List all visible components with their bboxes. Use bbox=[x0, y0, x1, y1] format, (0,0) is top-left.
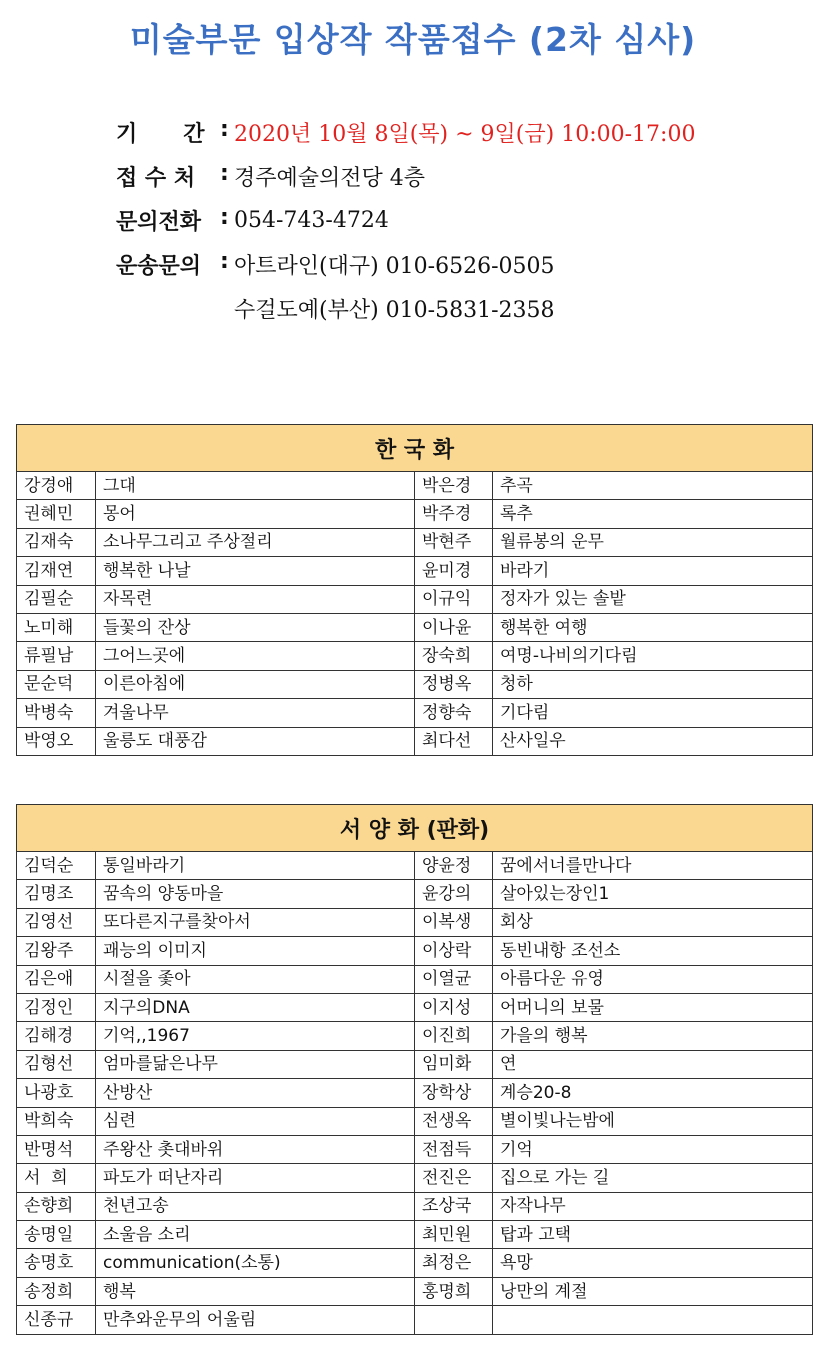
artist-name: 김정인 bbox=[17, 993, 96, 1021]
table-row bbox=[17, 1135, 813, 1163]
artwork-title: 이른아침에 bbox=[96, 670, 415, 698]
artwork-title: 만추와운무의 어울림 bbox=[96, 1306, 415, 1334]
artist-name: 임미화 bbox=[415, 1050, 493, 1078]
table-row bbox=[17, 585, 813, 613]
artist-name: 박희숙 bbox=[17, 1107, 96, 1135]
artist-name: 박주경 bbox=[415, 500, 493, 528]
artist-name: 이복생 bbox=[415, 908, 493, 936]
artist-name: 노미해 bbox=[17, 613, 96, 641]
artist-name: 홍명희 bbox=[415, 1277, 493, 1305]
artist-name: 문순덕 bbox=[17, 670, 96, 698]
table-row bbox=[17, 993, 813, 1021]
artist-name: 나광호 bbox=[17, 1079, 96, 1107]
artist-name: 송명호 bbox=[17, 1249, 96, 1277]
section-title: 서 양 화 (판화) bbox=[17, 805, 813, 852]
artist-name: 이지성 bbox=[415, 993, 493, 1021]
artwork-title: 기억 bbox=[493, 1135, 813, 1163]
korean-painting-table bbox=[16, 424, 813, 756]
artwork-title: 소울음 소리 bbox=[96, 1221, 415, 1249]
artwork-title: 꿈에서너를만나다 bbox=[493, 852, 813, 880]
info-label: 기 간 bbox=[116, 121, 205, 147]
artwork-title: 천년고송 bbox=[96, 1192, 415, 1220]
table-row bbox=[17, 965, 813, 993]
artwork-title: 심련 bbox=[96, 1107, 415, 1135]
artwork-title: 가을의 행복 bbox=[493, 1022, 813, 1050]
artist-name: 이열균 bbox=[415, 965, 493, 993]
artwork-title: 탑과 고택 bbox=[493, 1221, 813, 1249]
artwork-title: 엄마를닮은나무 bbox=[96, 1050, 415, 1078]
artist-name: 김은애 bbox=[17, 965, 96, 993]
artist-name: 전진은 bbox=[415, 1164, 493, 1192]
artist-name: 김재연 bbox=[17, 557, 96, 585]
info-value: 아트라인(대구) 010-6526-0505 bbox=[234, 253, 555, 279]
table-row bbox=[17, 472, 813, 500]
artist-name: 박현주 bbox=[415, 528, 493, 556]
artist-name: 박은경 bbox=[415, 472, 493, 500]
artwork-title: 월류봉의 운무 bbox=[493, 528, 813, 556]
artwork-title: 통일바라기 bbox=[96, 852, 415, 880]
artist-name: 최정은 bbox=[415, 1249, 493, 1277]
info-value: 054-743-4724 bbox=[234, 207, 389, 233]
artwork-title: 추곡 bbox=[493, 472, 813, 500]
table-row bbox=[17, 1221, 813, 1249]
artwork-title: 기다림 bbox=[493, 699, 813, 727]
table-row bbox=[17, 1079, 813, 1107]
info-period bbox=[116, 110, 695, 154]
table-row bbox=[17, 699, 813, 727]
artist-name: 정향숙 bbox=[415, 699, 493, 727]
artwork-title: communication(소통) bbox=[96, 1249, 415, 1277]
artist-name: 김명조 bbox=[17, 880, 96, 908]
artist-name: 박병숙 bbox=[17, 699, 96, 727]
artwork-title: 시절을 좇아 bbox=[96, 965, 415, 993]
artist-name: 서 희 bbox=[17, 1164, 96, 1192]
artwork-title: 산방산 bbox=[96, 1079, 415, 1107]
artwork-title: 또다른지구를찾아서 bbox=[96, 908, 415, 936]
table-row bbox=[17, 1192, 813, 1220]
artist-name: 손향희 bbox=[17, 1192, 96, 1220]
info-sep: : bbox=[220, 160, 229, 186]
artist-name: 강경애 bbox=[17, 472, 96, 500]
info-block bbox=[116, 110, 695, 330]
artist-name: 최다선 bbox=[415, 727, 493, 755]
artwork-title: 여명-나비의기다림 bbox=[493, 642, 813, 670]
artist-name: 장숙희 bbox=[415, 642, 493, 670]
artwork-title: 지구의DNA bbox=[96, 993, 415, 1021]
info-label: 문의전화 bbox=[116, 209, 202, 235]
artwork-title: 들꽃의 잔상 bbox=[96, 613, 415, 641]
table-row bbox=[17, 1164, 813, 1192]
info-place bbox=[116, 154, 695, 198]
artwork-title: 청하 bbox=[493, 670, 813, 698]
artwork-title: 어머니의 보물 bbox=[493, 993, 813, 1021]
artwork-title: 행복한 여행 bbox=[493, 613, 813, 641]
artwork-title: 동빈내항 조선소 bbox=[493, 937, 813, 965]
artwork-title: 행복 bbox=[96, 1277, 415, 1305]
artwork-title: 파도가 떠난자리 bbox=[96, 1164, 415, 1192]
artist-name: 권혜민 bbox=[17, 500, 96, 528]
table-row bbox=[17, 1050, 813, 1078]
artist-name: 박영오 bbox=[17, 727, 96, 755]
table-row bbox=[17, 613, 813, 641]
artwork-title: 꿈속의 양동마을 bbox=[96, 880, 415, 908]
artwork-title: 괘능의 이미지 bbox=[96, 937, 415, 965]
artwork-title: 소나무그리고 주상절리 bbox=[96, 528, 415, 556]
artwork-title: 계승20-8 bbox=[493, 1079, 813, 1107]
artist-name: 조상국 bbox=[415, 1192, 493, 1220]
artist-name: 송명일 bbox=[17, 1221, 96, 1249]
artwork-title: 연 bbox=[493, 1050, 813, 1078]
info-value: 2020년 10월 8일(목) ~ 9일(금) 10:00-17:00 bbox=[234, 121, 696, 147]
artist-name: 신종규 bbox=[17, 1306, 96, 1334]
artist-name: 이상락 bbox=[415, 937, 493, 965]
info-sep: : bbox=[220, 204, 229, 230]
info-phone bbox=[116, 198, 695, 242]
table-row bbox=[17, 1277, 813, 1305]
table-row bbox=[17, 1107, 813, 1135]
artwork-title: 록추 bbox=[493, 500, 813, 528]
artwork-title: 별이빛나는밤에 bbox=[493, 1107, 813, 1135]
artwork-title bbox=[493, 1306, 813, 1334]
table-row bbox=[17, 642, 813, 670]
artist-name: 윤강의 bbox=[415, 880, 493, 908]
artist-name: 김형선 bbox=[17, 1050, 96, 1078]
artist-name: 반명석 bbox=[17, 1135, 96, 1163]
artwork-title: 행복한 나날 bbox=[96, 557, 415, 585]
table-row bbox=[17, 528, 813, 556]
info-sep: : bbox=[220, 116, 229, 142]
artwork-title: 낭만의 계절 bbox=[493, 1277, 813, 1305]
info-value: 경주예술의전당 4층 bbox=[234, 165, 426, 191]
artist-name: 김해경 bbox=[17, 1022, 96, 1050]
artist-name: 양윤정 bbox=[415, 852, 493, 880]
artwork-title: 자목련 bbox=[96, 585, 415, 613]
section-title: 한 국 화 bbox=[17, 425, 813, 472]
info-shipping bbox=[116, 242, 695, 286]
western-painting-table bbox=[16, 804, 813, 1335]
table-row bbox=[17, 1022, 813, 1050]
artwork-title: 아름다운 유영 bbox=[493, 965, 813, 993]
artist-name: 전생옥 bbox=[415, 1107, 493, 1135]
artist-name: 김영선 bbox=[17, 908, 96, 936]
artist-name: 윤미경 bbox=[415, 557, 493, 585]
artwork-title: 집으로 가는 길 bbox=[493, 1164, 813, 1192]
table-row bbox=[17, 500, 813, 528]
table-row bbox=[17, 937, 813, 965]
artist-name: 류필남 bbox=[17, 642, 96, 670]
artwork-title: 살아있는장인1 bbox=[493, 880, 813, 908]
artwork-title: 회상 bbox=[493, 908, 813, 936]
info-sep: : bbox=[220, 248, 229, 274]
artist-name: 김필순 bbox=[17, 585, 96, 613]
artist-name: 김덕순 bbox=[17, 852, 96, 880]
artist-name: 전점득 bbox=[415, 1135, 493, 1163]
artist-name: 이진희 bbox=[415, 1022, 493, 1050]
info-value: 수걸도예(부산) 010-5831-2358 bbox=[234, 297, 555, 323]
artwork-title: 기억,,1967 bbox=[96, 1022, 415, 1050]
artwork-title: 그어느곳에 bbox=[96, 642, 415, 670]
table-row bbox=[17, 670, 813, 698]
table-row bbox=[17, 880, 813, 908]
artwork-title: 겨울나무 bbox=[96, 699, 415, 727]
artwork-title: 정자가 있는 솔밭 bbox=[493, 585, 813, 613]
artist-name: 장학상 bbox=[415, 1079, 493, 1107]
artist-name: 이규익 bbox=[415, 585, 493, 613]
table-row bbox=[17, 908, 813, 936]
artwork-title: 산사일우 bbox=[493, 727, 813, 755]
table-row bbox=[17, 1306, 813, 1334]
artist-name bbox=[415, 1306, 493, 1334]
artwork-title: 울릉도 대풍감 bbox=[96, 727, 415, 755]
table-row bbox=[17, 727, 813, 755]
info-shipping-2 bbox=[116, 286, 695, 330]
artwork-title: 몽어 bbox=[96, 500, 415, 528]
artist-name: 최민원 bbox=[415, 1221, 493, 1249]
table-row bbox=[17, 1249, 813, 1277]
artist-name: 이나윤 bbox=[415, 613, 493, 641]
info-label: 접 수 처 bbox=[116, 165, 196, 191]
info-label: 운송문의 bbox=[116, 253, 202, 279]
artist-name: 송정희 bbox=[17, 1277, 96, 1305]
artist-name: 김재숙 bbox=[17, 528, 96, 556]
table-row bbox=[17, 852, 813, 880]
artwork-title: 주왕산 촛대바위 bbox=[96, 1135, 415, 1163]
artwork-title: 그대 bbox=[96, 472, 415, 500]
artist-name: 김왕주 bbox=[17, 937, 96, 965]
artwork-title: 자작나무 bbox=[493, 1192, 813, 1220]
artwork-title: 욕망 bbox=[493, 1249, 813, 1277]
page-title: 미술부문 입상작 작품접수 (2차 심사) bbox=[129, 20, 697, 59]
table-row bbox=[17, 557, 813, 585]
artwork-title: 바라기 bbox=[493, 557, 813, 585]
artist-name: 정병옥 bbox=[415, 670, 493, 698]
